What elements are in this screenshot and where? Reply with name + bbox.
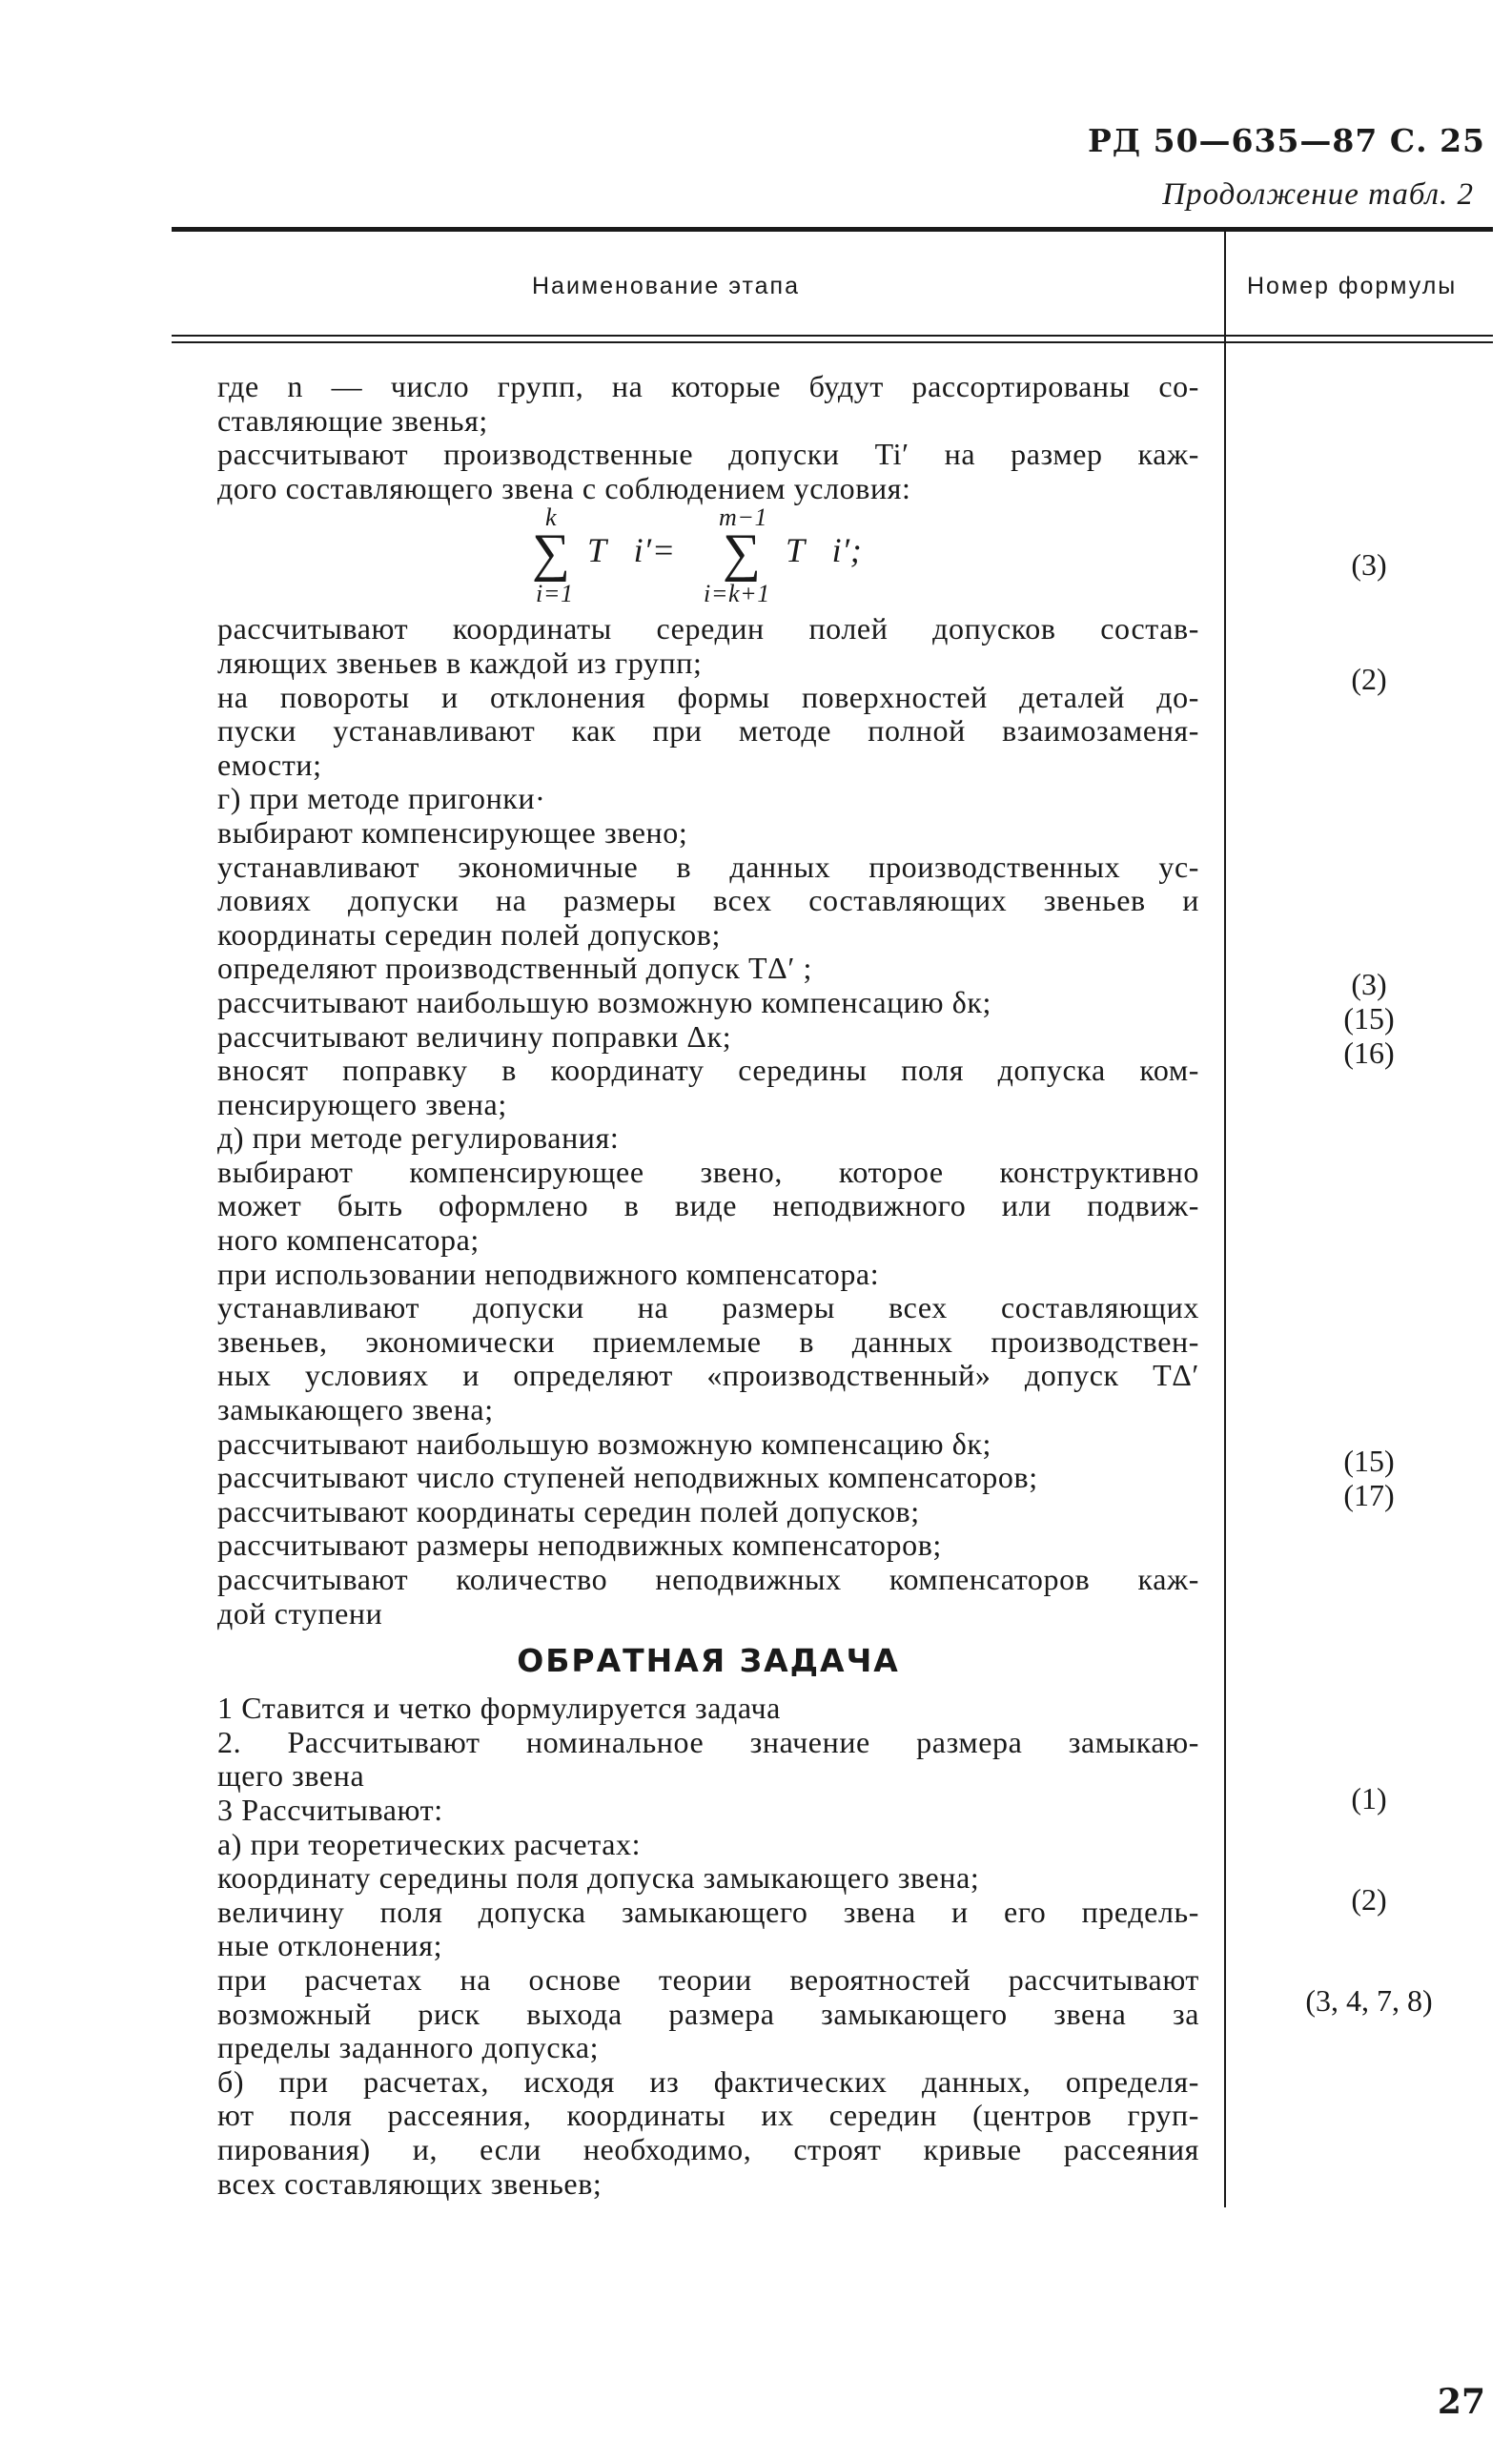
formula-number: (1) xyxy=(1351,1781,1387,1815)
text-line: ного компенсатора; xyxy=(217,1223,480,1258)
text-line: г) при методе пригонки· xyxy=(217,782,546,816)
text-line: вносят поправку в координату середины поля допуска ком- xyxy=(217,1054,1199,1088)
sum-lower-limit: i=k+1 xyxy=(704,580,770,608)
formula-number: (3, 4, 7, 8) xyxy=(1305,1983,1433,2018)
text-line: координаты середин полей допусков; xyxy=(217,917,721,952)
text-line: где n — число групп, на которые будут рассортированы со- xyxy=(217,370,1199,403)
formula-number: (3) xyxy=(1351,967,1387,1001)
header-rule xyxy=(172,335,1493,337)
sum-upper-limit: m−1 xyxy=(719,505,768,532)
text-line: может быть оформлено в виде неподвижного или подвиж- xyxy=(217,1189,1199,1223)
text-line: при использовании неподвижного компенсатора: xyxy=(217,1257,880,1291)
stage-text xyxy=(217,370,1199,2201)
formula-number: (3) xyxy=(1351,547,1387,582)
text-line: д) при методе регулирования: xyxy=(217,1121,620,1156)
section-heading: ОБРАТНАЯ ЗАДАЧА xyxy=(517,1642,900,1680)
equation-left-term: T⃗i′= xyxy=(587,531,676,570)
header-rule-double xyxy=(172,341,1493,343)
text-line: рассчитывают количество неподвижных компенсаторов каж- xyxy=(217,1563,1199,1596)
text-line: на повороты и отклонения формы поверхностей деталей до- xyxy=(217,680,1199,714)
sum-symbol: ∑ xyxy=(532,523,571,584)
sum-equation xyxy=(217,505,1199,612)
text-line: дой ступени xyxy=(217,1596,383,1631)
sum-lower-limit: i=1 xyxy=(536,580,574,608)
text-line: рассчитывают координаты середин полей допусков; xyxy=(217,1494,920,1528)
text-line: всех составляющих звеньев; xyxy=(217,2166,603,2201)
text-line: пределы заданного допуска; xyxy=(217,2031,600,2065)
text-line: рассчитывают производственные допуски Ti′ на размер каж- xyxy=(217,438,1199,472)
text-line: пирования) и, если необходимо, строят кривые рассеяния xyxy=(217,2132,1199,2166)
formula-number: (17) xyxy=(1343,1478,1395,1512)
text-line: ловиях допуски на размеры всех составляющих звеньев и xyxy=(217,884,1199,918)
formula-number: (2) xyxy=(1351,662,1387,696)
text-line: ные отклонения; xyxy=(217,1929,443,1963)
text-line: рассчитывают координаты середин полей допусков состав- xyxy=(217,612,1199,646)
page-number: 27 xyxy=(1437,2382,1485,2422)
formula-number: (2) xyxy=(1351,1882,1387,1917)
text-line: звеньев, экономически приемлемые в данных производствен- xyxy=(217,1324,1199,1359)
text-line: емости; xyxy=(217,748,322,782)
text-line: 1 Ставится и четко формулируется задача xyxy=(217,1692,781,1726)
text-line: устанавливают экономичные в данных производственных ус- xyxy=(217,850,1199,884)
text-line: рассчитывают наибольшую возможную компенсацию δк; xyxy=(217,985,992,1019)
text-line: выбирают компенсирующее звено; xyxy=(217,815,688,850)
text-line: пуски устанавливают как при методе полной взаимозаменя- xyxy=(217,714,1199,749)
sum-symbol: ∑ xyxy=(723,523,762,584)
text-line: рассчитывают число ступеней неподвижных компенсаторов; xyxy=(217,1461,1038,1495)
table-top-rule xyxy=(172,227,1493,232)
text-line: рассчитывают размеры неподвижных компенсаторов; xyxy=(217,1528,942,1563)
text-line: ют поля рассеяния, координаты их середин (центров груп- xyxy=(217,2099,1199,2133)
formula-number: (15) xyxy=(1343,1444,1395,1478)
text-line: замыкающего звена; xyxy=(217,1393,494,1427)
text-line: ляющих звеньев в каждой из групп; xyxy=(217,646,703,680)
equation-right-term: T⃖i′; xyxy=(786,531,863,570)
text-line: выбирают компенсирующее звено, которое конструктивно xyxy=(217,1155,1199,1189)
text-line: 2. Рассчитывают номинальное значение размера замыкаю- xyxy=(217,1725,1199,1759)
text-line: рассчитывают величину поправки Δк; xyxy=(217,1019,732,1054)
sum-upper-limit: k xyxy=(545,505,558,532)
text-line: 3 Рассчитывают: xyxy=(217,1793,443,1827)
text-line: ных условиях и определяют «производственный» допуск TΔ′ xyxy=(217,1359,1199,1393)
text-line: величину поля допуска замыкающего звена и его предель- xyxy=(217,1895,1199,1929)
text-line: координату середины поля допуска замыкающего звена; xyxy=(217,1861,980,1896)
text-line: при расчетах на основе теории вероятностей рассчитывают xyxy=(217,1962,1199,1997)
text-line: пенсирующего звена; xyxy=(217,1087,507,1121)
text-line: определяют производственный допуск TΔ′ ; xyxy=(217,952,813,986)
text-line: а) при теоретических расчетах: xyxy=(217,1827,642,1861)
column-header-stage: Наименование этапа xyxy=(532,273,800,299)
formula-number: (16) xyxy=(1343,1036,1395,1070)
text-line: щего звена xyxy=(217,1759,365,1794)
text-line: рассчитывают наибольшую возможную компенсацию δк; xyxy=(217,1426,992,1461)
document-code: РД 50—635—87 С. 25 xyxy=(1087,122,1485,159)
text-line: устанавливают допуски на размеры всех составляющих xyxy=(217,1291,1199,1325)
text-line: б) при расчетах, исходя из фактических данных, определя- xyxy=(217,2064,1199,2099)
text-line: ставляющие звенья; xyxy=(217,403,488,438)
column-header-formula: Номер формулы xyxy=(1247,273,1458,299)
table-continuation-label: Продолжение табл. 2 xyxy=(1162,177,1474,212)
text-line: возможный риск выхода размера замыкающего звена за xyxy=(217,1997,1199,2031)
formula-number: (15) xyxy=(1343,1001,1395,1036)
text-line: дого составляющего звена с соблюдением условия: xyxy=(217,471,911,505)
